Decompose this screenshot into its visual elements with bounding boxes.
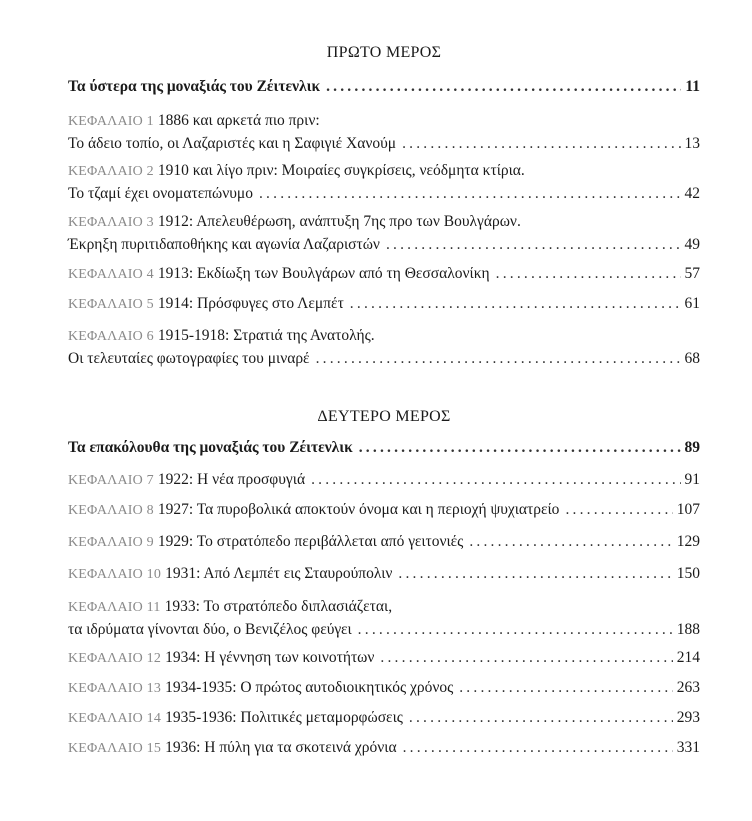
- entry-title: Τα επακόλουθα της μοναξιάς του Ζέιτενλικ: [68, 439, 353, 456]
- entry-title: 1914: Πρόσφυγες στο Λεμπέτ: [157, 295, 344, 312]
- entry-title: 1886 και αρκετά πιο πριν:: [157, 112, 320, 129]
- chapter-entry[interactable]: [68, 531, 700, 554]
- page-number: 49: [684, 236, 700, 253]
- part-intro-entry[interactable]: [68, 76, 700, 98]
- chapter-label: ΚΕΦΑΛΑΙΟ 11: [68, 600, 161, 615]
- page-number: 188: [676, 621, 700, 638]
- page-number: 89: [684, 439, 700, 456]
- page-number: 214: [676, 649, 700, 666]
- leader-dots: [359, 437, 681, 459]
- leader-dots: [326, 76, 681, 98]
- part-title: ΔΕΥΤΕΡΟ ΜΕΡΟΣ: [317, 408, 451, 425]
- chapter-entry[interactable]: [68, 160, 700, 205]
- page-number: 13: [684, 135, 700, 152]
- leader-dots: [409, 707, 673, 729]
- page-number: 68: [684, 350, 700, 367]
- leader-dots: [350, 293, 681, 315]
- page-number: 91: [684, 471, 700, 488]
- entry-title: 1913: Εκδίωξη των Βουλγάρων από τη Θεσσαλονίκη: [157, 265, 490, 282]
- chapter-entry[interactable]: [68, 737, 700, 760]
- page-number: 107: [676, 501, 700, 518]
- page-number: 150: [676, 565, 700, 582]
- chapter-entry[interactable]: [68, 499, 700, 522]
- leader-dots: [496, 263, 681, 285]
- chapter-entry[interactable]: [68, 677, 700, 700]
- chapter-entry[interactable]: [68, 110, 700, 155]
- leader-dots: [358, 619, 673, 641]
- entry-title: 1934: Η γέννηση των κοινοτήτων: [165, 649, 375, 666]
- entry-title: Τα ύστερα της μοναξιάς του Ζέιτενλικ: [68, 78, 321, 95]
- entry-title: 1927: Τα πυροβολικά αποκτούν όνομα και η περιοχή ψυχιατρείο: [157, 501, 560, 518]
- chapter-entry[interactable]: [68, 469, 700, 492]
- chapter-label: ΚΕΦΑΛΑΙΟ 8: [68, 503, 154, 518]
- entry-subtitle: Το άδειο τοπίο, οι Λαζαριστές και η Σαφιγιέ Χανούμ: [68, 135, 397, 152]
- entry-title: 1931: Από Λεμπέτ εις Σταυρούπολιν: [165, 565, 393, 582]
- chapter-label: ΚΕΦΑΛΑΙΟ 7: [68, 473, 154, 488]
- chapter-entry[interactable]: [68, 707, 700, 730]
- entry-subtitle: Οι τελευταίες φωτογραφίες του μιναρέ: [68, 350, 310, 367]
- entry-title: 1912: Απελευθέρωση, ανάπτυξη 7ης προ των Βουλγάρων.: [157, 213, 521, 230]
- page-number: 331: [676, 739, 700, 756]
- leader-dots: [402, 133, 680, 155]
- page-number: 293: [676, 709, 700, 726]
- leader-dots: [403, 737, 673, 759]
- chapter-label: ΚΕΦΑΛΑΙΟ 10: [68, 567, 162, 582]
- leader-dots: [386, 234, 681, 256]
- page-number: 263: [676, 679, 700, 696]
- leader-dots: [469, 531, 672, 553]
- chapter-label: ΚΕΦΑΛΑΙΟ 14: [68, 711, 162, 726]
- chapter-entry[interactable]: [68, 596, 700, 641]
- chapter-label: ΚΕΦΑΛΑΙΟ 2: [68, 164, 154, 179]
- entry-subtitle: Έκρηξη πυριτιδαποθήκης και αγωνία Λαζαριστών: [68, 236, 380, 253]
- part-title: ΠΡΩΤΟ ΜΕΡΟΣ: [326, 44, 442, 61]
- entry-title: 1922: Η νέα προσφυγιά: [157, 471, 306, 488]
- chapter-entry[interactable]: [68, 647, 700, 670]
- entry-title: 1910 και λίγο πριν: Μοιραίες συγκρίσεις, νεόδμητα κτίρια.: [157, 162, 525, 179]
- chapter-label: ΚΕΦΑΛΑΙΟ 5: [68, 297, 154, 312]
- chapter-label: ΚΕΦΑΛΑΙΟ 15: [68, 741, 162, 756]
- leader-dots: [311, 469, 680, 491]
- leader-dots: [259, 183, 681, 205]
- chapter-entry[interactable]: [68, 211, 700, 256]
- page-number: 61: [684, 295, 700, 312]
- leader-dots: [398, 563, 672, 585]
- entry-title: 1934-1935: Ο πρώτος αυτοδιοικητικός χρόνος: [165, 679, 454, 696]
- entry-title: 1915-1918: Στρατιά της Ανατολής.: [157, 327, 375, 344]
- entry-subtitle: Το τζαμί έχει ονοματεπώνυμο: [68, 185, 253, 202]
- page-number: 129: [676, 533, 700, 550]
- leader-dots: [459, 677, 673, 699]
- leader-dots: [316, 348, 681, 370]
- chapter-label: ΚΕΦΑΛΑΙΟ 6: [68, 329, 154, 344]
- entry-title: 1935-1936: Πολιτικές μεταμορφώσεις: [165, 709, 403, 726]
- chapter-label: ΚΕΦΑΛΑΙΟ 9: [68, 535, 154, 550]
- chapter-entry[interactable]: [68, 563, 700, 586]
- entry-title: 1933: Το στρατόπεδο διπλασιάζεται,: [164, 598, 393, 615]
- chapter-label: ΚΕΦΑΛΑΙΟ 12: [68, 651, 162, 666]
- chapter-label: ΚΕΦΑΛΑΙΟ 1: [68, 114, 154, 129]
- chapter-entry[interactable]: [68, 293, 700, 316]
- page-number: 11: [685, 78, 700, 95]
- chapter-entry[interactable]: [68, 263, 700, 286]
- chapter-entry[interactable]: [68, 325, 700, 370]
- entry-title: 1936: Η πύλη για τα σκοτεινά χρόνια: [165, 739, 397, 756]
- entry-subtitle: τα ιδρύματα γίνονται δύο, ο Βενιζέλος φεύγει: [68, 621, 352, 638]
- chapter-label: ΚΕΦΑΛΑΙΟ 13: [68, 681, 162, 696]
- chapter-label: ΚΕΦΑΛΑΙΟ 4: [68, 267, 154, 282]
- page-number: 42: [684, 185, 700, 202]
- leader-dots: [380, 647, 672, 669]
- part-intro-entry[interactable]: [68, 437, 700, 459]
- entry-title: 1929: Το στρατόπεδο περιβάλλεται από γειτονιές: [157, 533, 464, 550]
- chapter-label: ΚΕΦΑΛΑΙΟ 3: [68, 215, 154, 230]
- leader-dots: [565, 499, 672, 521]
- page-number: 57: [684, 265, 700, 282]
